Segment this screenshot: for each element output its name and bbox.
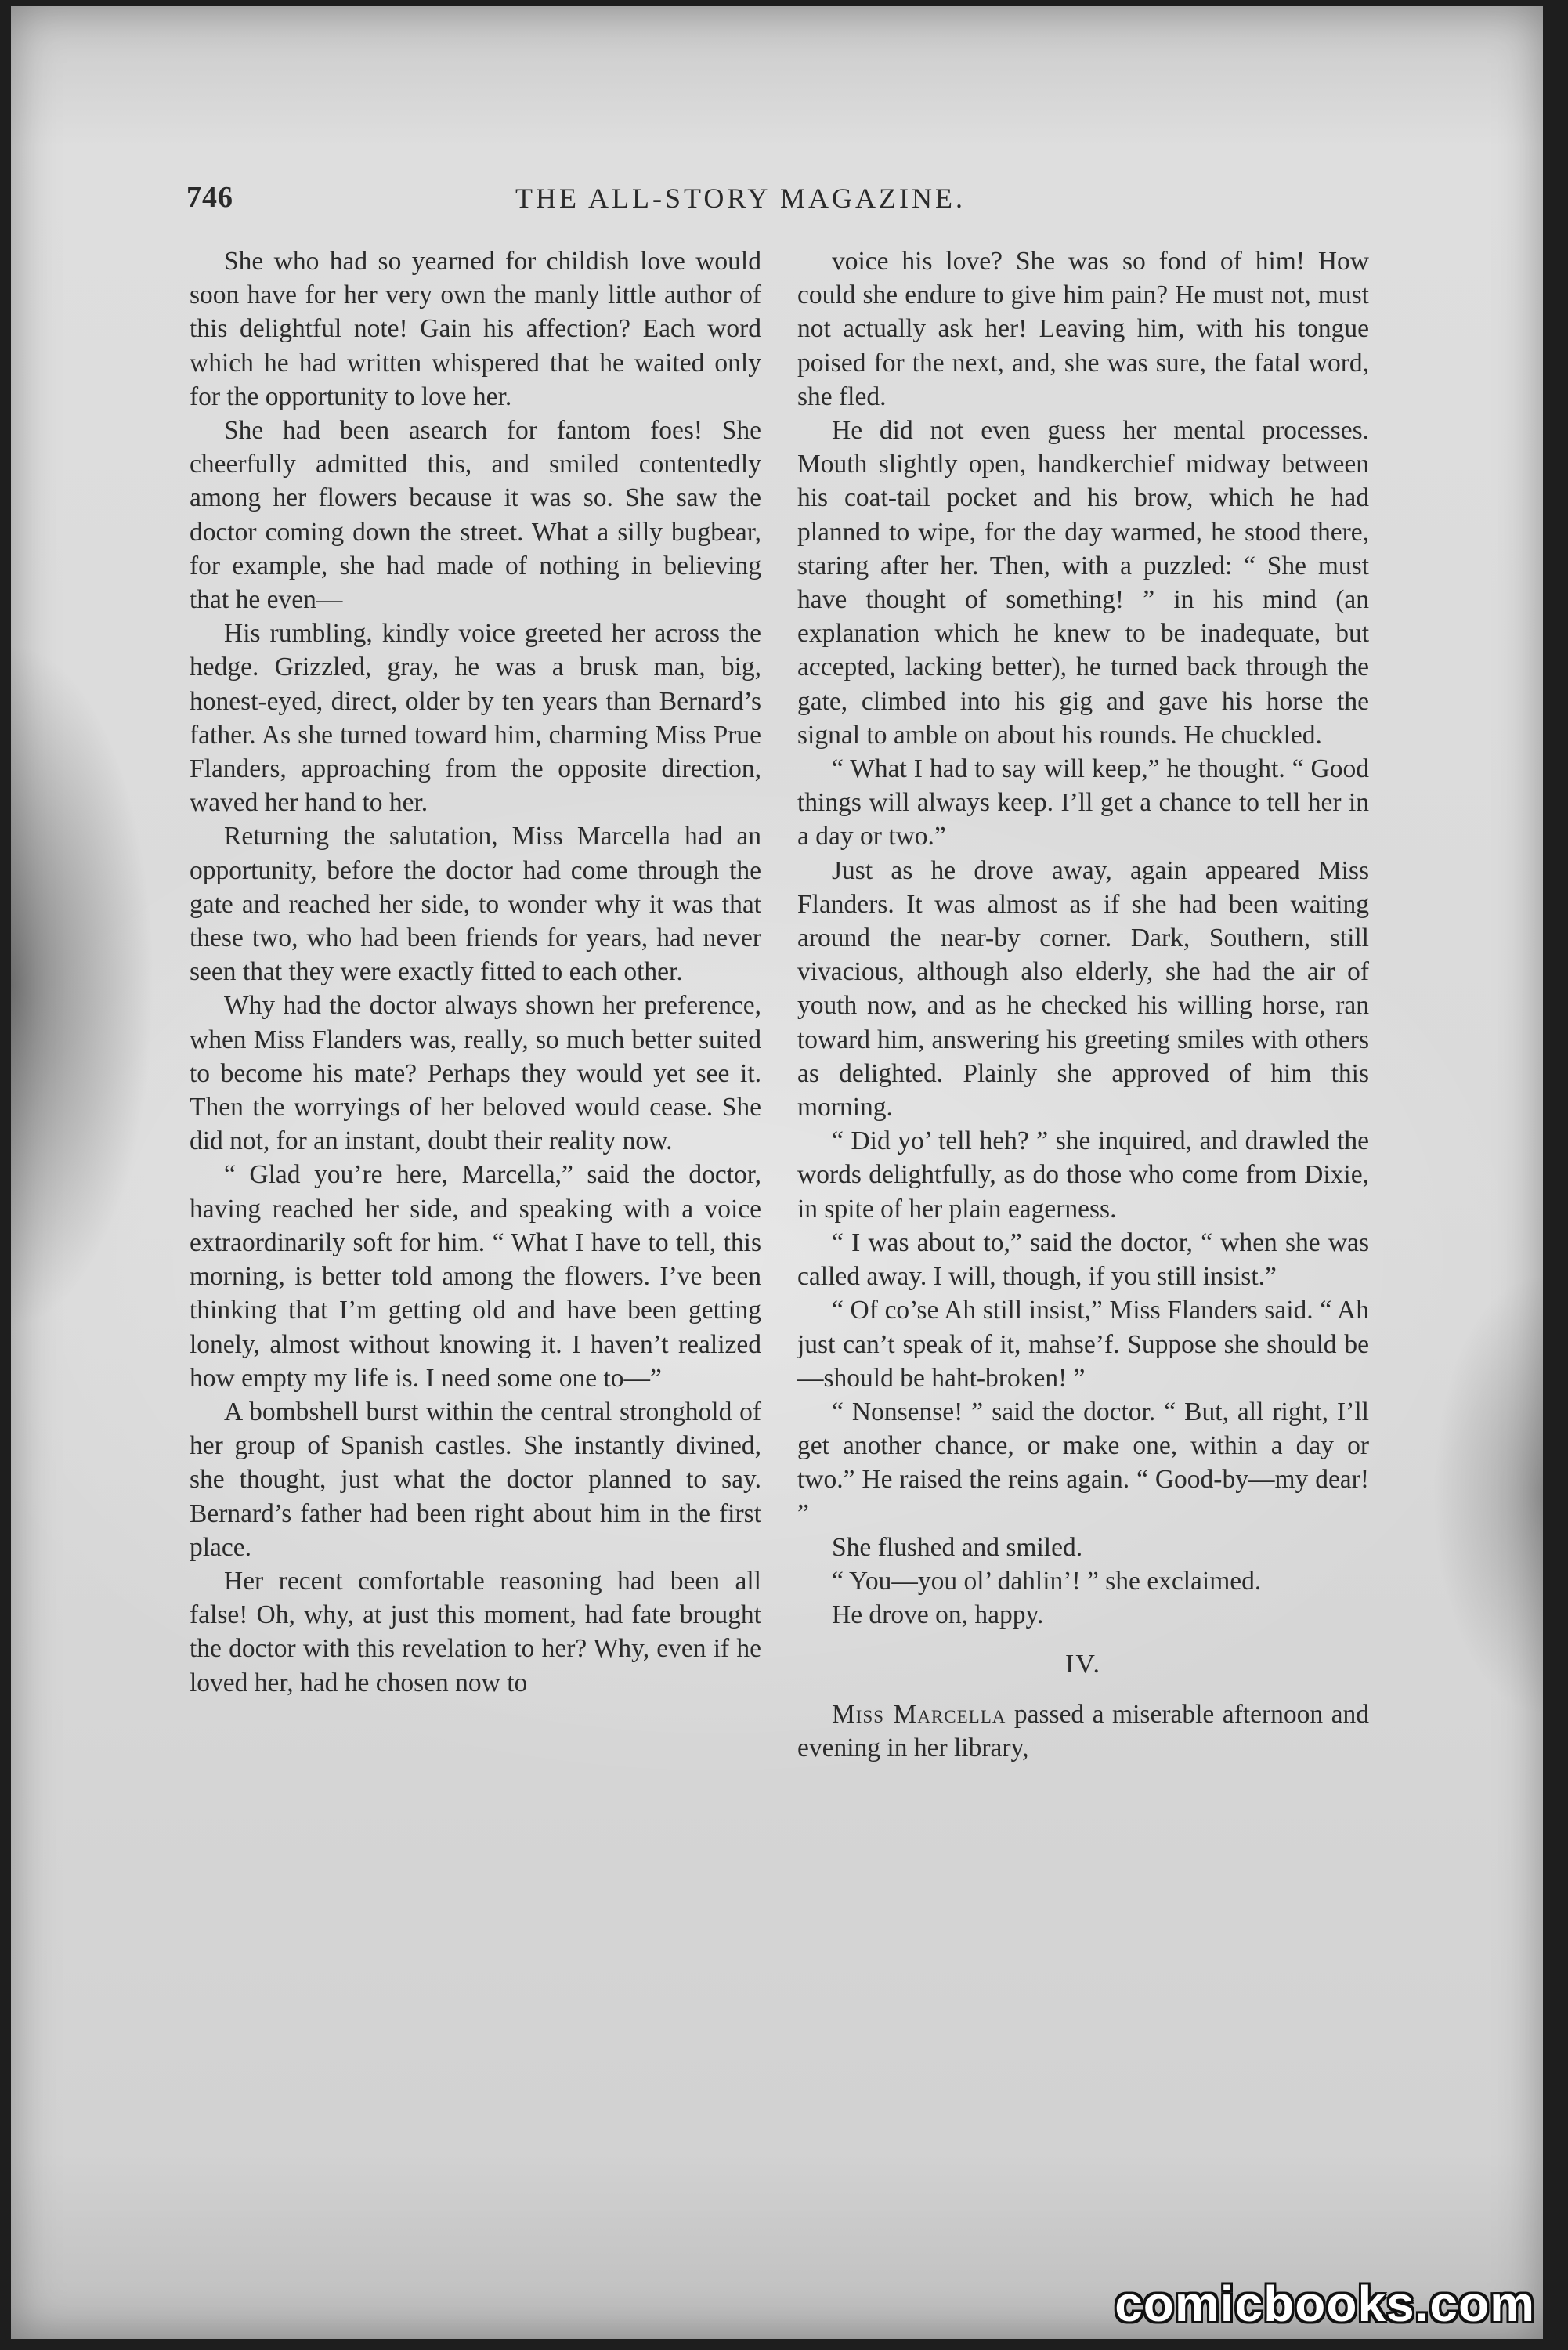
paragraph: She flushed and smiled. xyxy=(832,1532,1083,1562)
section-opening-paragraph xyxy=(797,1697,1369,1765)
paragraph: She who had so yearned for childish love would soon have for her very own the manly little author of this delightful note! Gain his affection? Each word which he had written whispered that he waited only for the opportunity to love her. xyxy=(190,247,761,411)
section-heading: IV. xyxy=(1065,1650,1101,1679)
page-header xyxy=(186,180,1377,227)
paragraph: “ What I had to say will keep,” he thought. “ Good things will always keep. I’ll get a chance to tell her in a day or two.” xyxy=(797,754,1369,851)
paragraph: Just as he drove away, again appeared Miss Flanders. It was almost as if she had been waiting around the near-by corner. Dark, Southern, still vivacious, although also elderly, she had the air of youth now, and as he checked his willing horse, ran toward him, answering his greeting smiles with others as delighted. Plainly she approved of him this morning. xyxy=(797,855,1369,1123)
running-head: THE ALL-STORY MAGAZINE. xyxy=(515,183,966,214)
paragraph: Why had the doctor always shown her preference, when Miss Flanders was, really, so much better suited to become his mate? Perhaps they would yet see it. Then the worryings of her beloved would cease. She did not, for an instant, doubt their reality now. xyxy=(190,991,761,1156)
paragraph: “ You—you ol’ dahlin’! ” she exclaimed. xyxy=(832,1566,1262,1596)
paragraph: “ Nonsense! ” said the doctor. “ But, all right, I’ll get another chance, or make one, within a day or two.” He raised the reins again. “ Good-by—my dear! ” xyxy=(797,1397,1369,1528)
paragraph: “ Glad you’re here, Marcella,” said the doctor, having reached her side, and speaking with a voice extraordinarily soft for him. “ What I have to tell, this morning, is better told among the flowers. I’ve been thinking that I’m getting old and have been getting lonely, almost without knowing it. I haven’t realized how empty my life is. I need some one to—” xyxy=(190,1160,761,1393)
paragraph: voice his love? She was so fond of him! How could she endure to give him pain? He must not, must not actually ask her! Leaving him, with his tongue poised for the next, and, she was sure, the fatal word, she fled. xyxy=(797,247,1369,411)
right-column xyxy=(797,244,1369,1765)
paragraph: His rumbling, kindly voice greeted her across the hedge. Grizzled, gray, he was a brusk man, big, honest-eyed, direct, older by ten years than Bernard’s father. As she turned toward him, charming Miss Prue Flanders, approaching from the opposite direction, waved her hand to her. xyxy=(190,619,761,818)
left-column xyxy=(190,244,761,1700)
section-opening-text: passed a miserable afternoon and evening in her library, xyxy=(797,1699,1369,1762)
paragraph: Her recent comfortable reasoning had been all false! Oh, why, at just this moment, had fate brought the doctor with this revelation to her? Why, even if he loved her, had he chosen now to xyxy=(190,1566,761,1697)
site-watermark: comicbooks.com xyxy=(1115,2276,1535,2332)
page-number: 746 xyxy=(186,181,233,214)
paragraph: “ Of co’se Ah still insist,” Miss Flanders said. “ Ah just can’t speak of it, mahse’f. Suppose she should be—should be haht-broken! ” xyxy=(797,1296,1369,1393)
paragraph: She had been asearch for fantom foes! She cheerfully admitted this, and smiled contentedly among her flowers because it was so. She saw the doctor coming down the street. What a silly bugbear, for example, she had made of nothing in believing that he even— xyxy=(190,416,761,615)
paragraph: “ Did yo’ tell heh? ” she inquired, and drawled the words delightfully, as do those who come from Dixie, in spite of her plain eagerness. xyxy=(797,1126,1369,1224)
paragraph: He did not even guess her mental processes. Mouth slightly open, handkerchief midway between his coat-tail pocket and his brow, which he had planned to wipe, for the day warmed, he stood there, staring after her. Then, with a puzzled: “ She must have thought of something! ” in his mind (an explanation which he knew to be inadequate, but accepted, lacking better), he turned back through the gate, climbed into his gig and gave his horse the signal to amble on about his rounds. He chuckled. xyxy=(797,416,1369,750)
magazine-page xyxy=(11,6,1543,2339)
section-opening-smallcaps: Miss Marcella xyxy=(832,1699,1006,1729)
paragraph: Returning the salutation, Miss Marcella had an opportunity, before the doctor had come through the gate and reached her side, to wonder why it was that these two, who had been friends for years, had never seen that they were exactly fitted to each other. xyxy=(190,822,761,987)
paragraph: “ I was about to,” said the doctor, “ when she was called away. I will, though, if you still insist.” xyxy=(797,1227,1369,1292)
paragraph: He drove on, happy. xyxy=(832,1600,1044,1630)
paragraph: A bombshell burst within the central stronghold of her group of Spanish castles. She instantly divined, she thought, just what the doctor planned to say. Bernard’s father had been right about him in the first place. xyxy=(190,1397,761,1562)
